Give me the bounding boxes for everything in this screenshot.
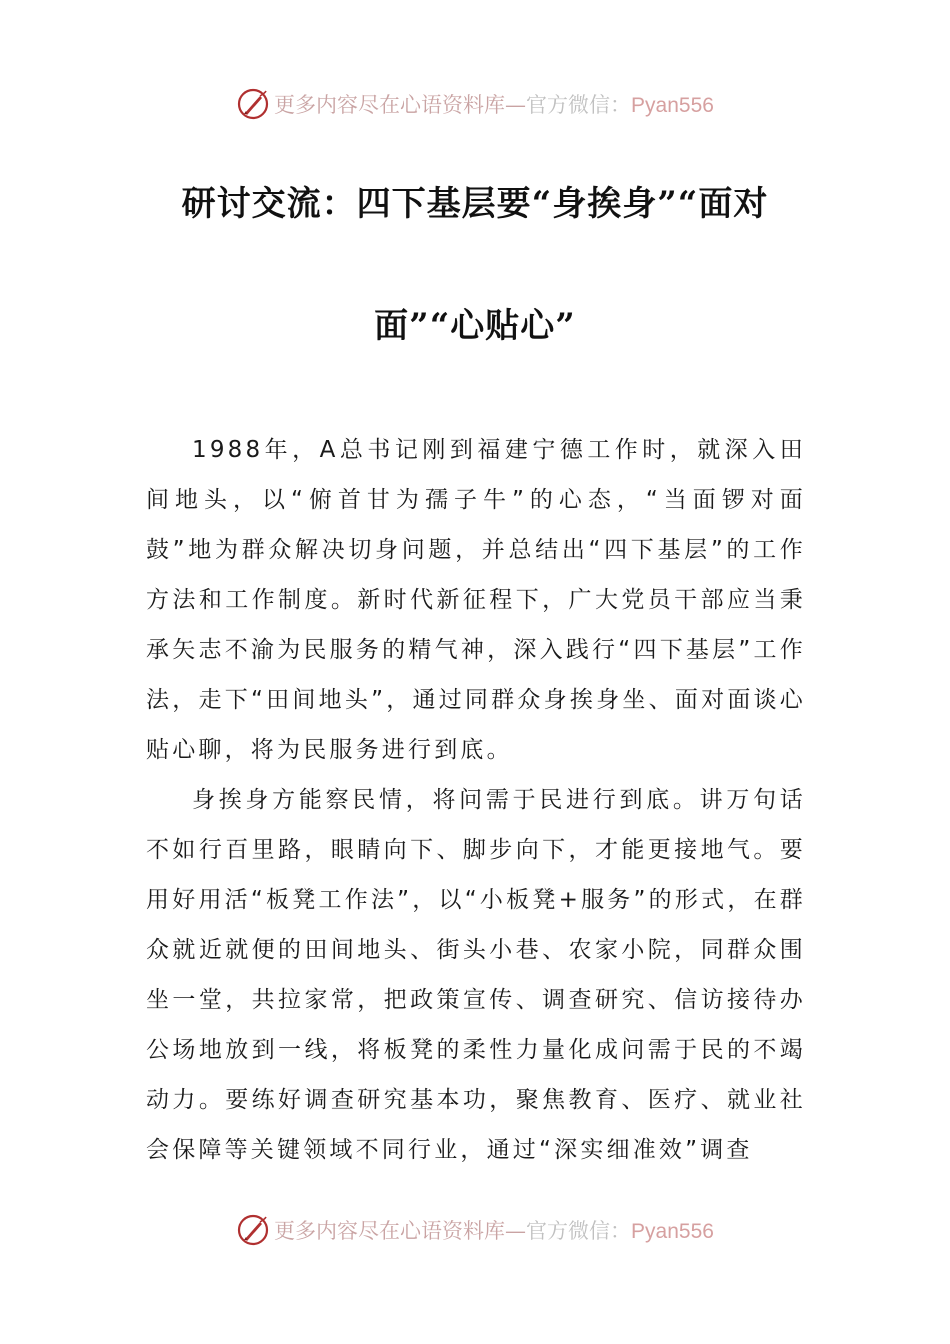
watermark-dash: — [505, 1219, 527, 1243]
watermark-dash: — [505, 93, 527, 117]
quill-logo-icon [236, 1213, 270, 1247]
watermark-wechat-id: Pyan556 [631, 1220, 714, 1243]
watermark-site: 更多内容尽在心语资料库 [274, 1219, 506, 1243]
watermark-text [274, 89, 714, 119]
body-paragraph-2: 身挨身方能察民情，将问需于民进行到底。讲万句话不如行百里路，眼睛向下、脚步向下，才能更接地气。要用好用活“板凳工作法”，以“小板凳+服务”的形式，在群众就近就便的田间地头、街头小巷、农家小院，同群众围坐一堂，共拉家常，把政策宣传、调查研究、信访接待办公场地放到一线，将板凳的柔性力量化成问需于民的不竭动力。要练好调查研究基本功，聚焦教育、医疗、就业社会保障等关键领域不同行业，通过“深实细准效”调查 [146, 787, 806, 1163]
watermark-banner-top [0, 84, 950, 124]
document-title-line-1: 研讨交流：四下基层要“身挨身”“面对 [181, 184, 769, 224]
body-paragraph-1: 1988年，A总书记刚到福建宁德工作时，就深入田间地头，以“俯首甘为孺子牛”的心态，“当面锣对面鼓”地为群众解决切身问题，并总结出“四下基层”的工作方法和工作制度。新时代新征程下，广大党员干部应当秉承矢志不渝为民服务的精气神，深入践行“四下基层”工作法，走下“田间地头”，通过同群众身挨身坐、面对面谈心贴心聊，将为民服务进行到底。 [146, 437, 806, 763]
watermark-wechat-label: 官方微信： [526, 1219, 632, 1243]
document-title-line-2: 面”“心贴心” [374, 306, 576, 346]
quill-logo-icon [236, 87, 270, 121]
watermark-wechat-id: Pyan556 [631, 94, 714, 117]
document-body [146, 425, 806, 1175]
watermark-banner-bottom [0, 1210, 950, 1250]
watermark-text [274, 1215, 714, 1245]
watermark-wechat-label: 官方微信： [526, 93, 632, 117]
watermark-site: 更多内容尽在心语资料库 [274, 93, 506, 117]
